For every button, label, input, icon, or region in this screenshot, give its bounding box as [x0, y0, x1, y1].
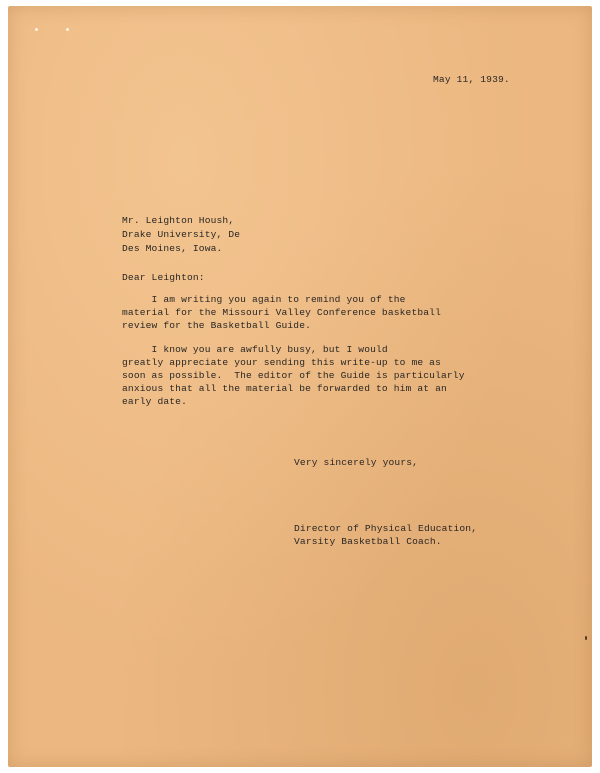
recipient-city: Des Moines, Iowa.: [122, 243, 223, 254]
paragraph-line: I know you are awfully busy, but I would: [122, 344, 388, 355]
paragraph-line: review for the Basketball Guide.: [122, 320, 312, 331]
signature-title: Director of Physical Education,: [294, 523, 478, 534]
signature-title: Varsity Basketball Coach.: [294, 536, 442, 547]
paragraph-line: I am writing you again to remind you of the: [122, 294, 406, 305]
recipient-name: Mr. Leighton Housh,: [122, 215, 235, 226]
paragraph-line: material for the Missouri Valley Conference basketball: [122, 307, 441, 318]
pin-hole-mark: [66, 28, 69, 31]
paragraph-line: early date.: [122, 396, 187, 407]
paragraph-line: greatly appreciate your sending this write-up to me as: [122, 357, 441, 368]
letter-date: May 11, 1939.: [433, 74, 510, 85]
recipient-institution: Drake University, De: [122, 229, 241, 240]
edge-mark: [585, 636, 587, 640]
paragraph-line: soon as possible. The editor of the Guide is particularly: [122, 370, 465, 381]
paragraph-line: anxious that all the material be forwarded to him at an: [122, 383, 447, 394]
pin-hole-mark: [35, 28, 38, 31]
letter-page: [8, 6, 592, 767]
salutation: Dear Leighton:: [122, 272, 205, 283]
closing: Very sincerely yours,: [294, 457, 419, 468]
